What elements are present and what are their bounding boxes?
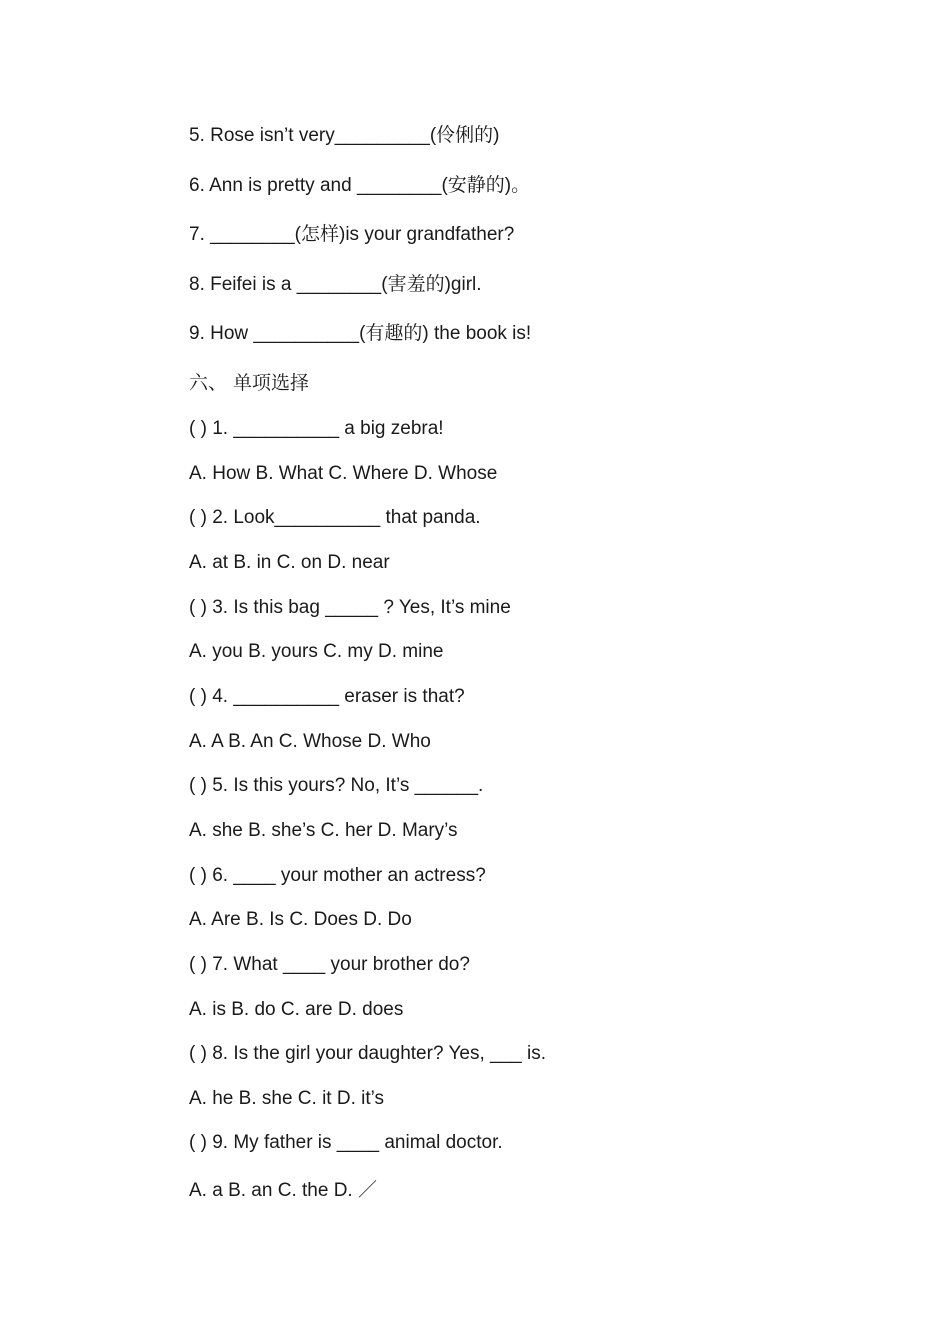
- fill-in-item-7: 7. ________(怎样)is your grandfather?: [189, 224, 515, 245]
- question-2-stem: ( ) 2. Look__________ that panda.: [189, 507, 481, 528]
- fill-in-item-6: 6. Ann is pretty and ________(安静的)。: [189, 175, 531, 196]
- question-5-options: A. she B. she’s C. her D. Mary’s: [189, 820, 458, 841]
- question-8-options: A. he B. she C. it D. it’s: [189, 1088, 385, 1109]
- question-5-stem: ( ) 5. Is this yours? No, It’s ______.: [189, 775, 484, 796]
- question-9-options: A. a B. an C. the D. ／: [189, 1180, 377, 1201]
- question-1-options: A. How B. What C. Where D. Whose: [189, 463, 498, 484]
- question-8-stem: ( ) 8. Is the girl your daughter? Yes, ___ is.: [189, 1043, 546, 1064]
- section-heading: 六、 单项选择: [189, 372, 310, 394]
- question-7-options: A. is B. do C. are D. does: [189, 999, 404, 1020]
- question-4-stem: ( ) 4. __________ eraser is that?: [189, 686, 465, 707]
- question-6-options: A. Are B. Is C. Does D. Do: [189, 909, 412, 930]
- question-6-stem: ( ) 6. ____ your mother an actress?: [189, 865, 486, 886]
- question-3-options: A. you B. yours C. my D. mine: [189, 641, 444, 662]
- question-3-stem: ( ) 3. Is this bag _____ ? Yes, It’s mine: [189, 597, 511, 618]
- question-4-options: A. A B. An C. Whose D. Who: [189, 731, 431, 752]
- fill-in-item-5: 5. Rose isn’t very_________(伶俐的): [189, 125, 500, 146]
- fill-in-item-9: 9. How __________(有趣的) the book is!: [189, 323, 532, 344]
- question-7-stem: ( ) 7. What ____ your brother do?: [189, 954, 470, 975]
- question-9-stem: ( ) 9. My father is ____ animal doctor.: [189, 1132, 503, 1153]
- fill-in-item-8: 8. Feifei is a ________(害羞的)girl.: [189, 274, 482, 295]
- question-2-options: A. at B. in C. on D. near: [189, 552, 390, 573]
- question-1-stem: ( ) 1. __________ a big zebra!: [189, 418, 444, 439]
